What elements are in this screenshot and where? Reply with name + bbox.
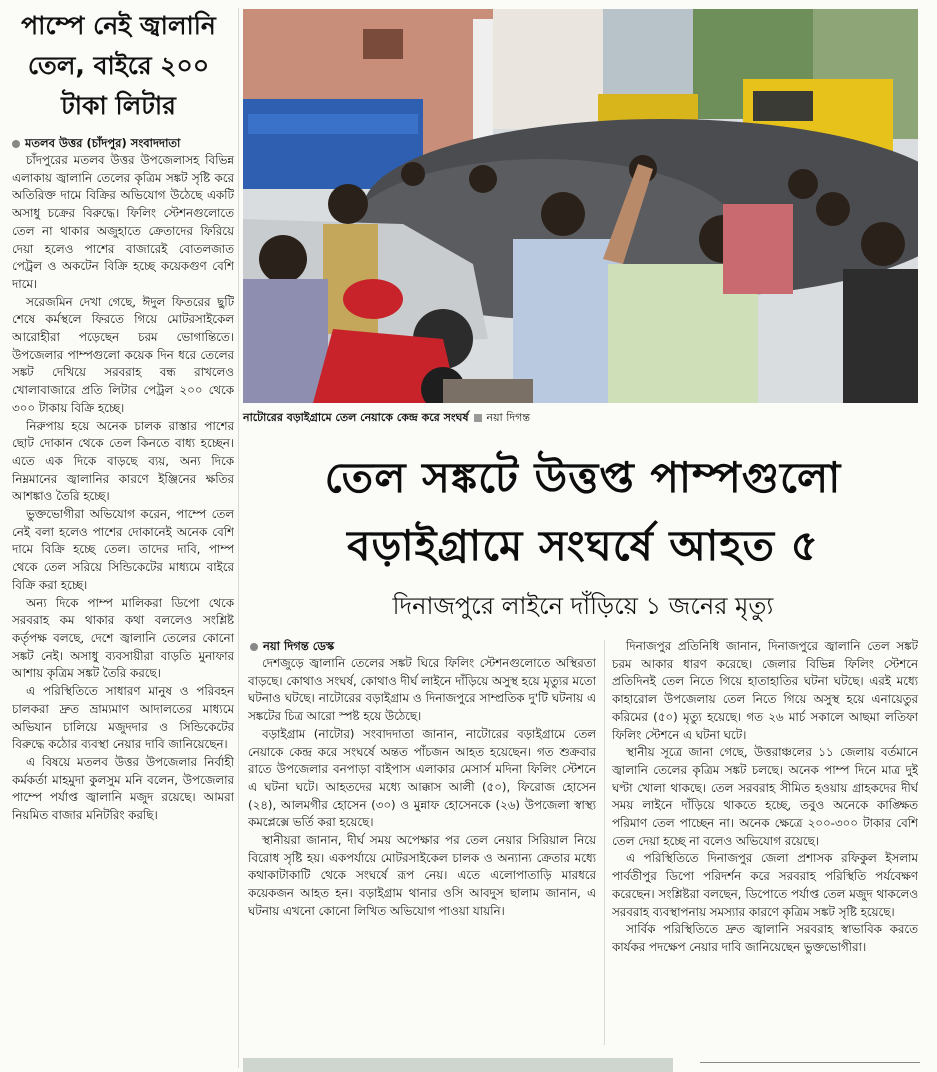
left-paragraph: অন্য দিকে পাম্প মালিকরা ডিপো থেকে সরবরাহ কম থাকার কথা বললেও সংশ্লিষ্ট কর্তৃপক্ষ বলছে, দেশে জ্বালানি তেলের কোনো সঙ্কট নেই। অসাধু ব্যবসায়ীরা বাড়তি মুনাফার আশায় কৃত্রিম সঙ্কট তৈরি করছে। — [12, 595, 234, 681]
column-divider — [238, 8, 239, 1068]
left-paragraph: এ বিষয়ে মতলব উত্তর উপজেলার নির্বাহী কর্মকর্তা মাহমুদা কুলসুম মনি বলেন, উপজেলার পাম্পে পর্যাপ্ত জ্বালানি মজুদ রয়েছে। আমরা নিয়মিত বাজার মনিটরিং করছি। — [12, 754, 234, 823]
left-paragraph: নিরুপায় হয়ে অনেক চালক রাস্তার পাশের ছোট দোকান থেকে তেল কিনতে বাধ্য হচ্ছেন। এতে এক দিকে বাড়ছে ব্যয়, অন্য দিকে নিম্নমানের জ্বালানির কারণে ইঞ্জিনের ক্ষতির আশঙ্কাও তৈরি হচ্ছে। — [12, 418, 234, 504]
next-story-rule — [700, 1062, 920, 1063]
crowd-photo-illustration — [243, 9, 918, 403]
left-paragraph: চাঁদপুরের মতলব উত্তর উপজেলাসহ বিভিন্ন এলাকায় জ্বালানি তেলের কৃত্রিম সঙ্কট সৃষ্টি করে অতিরিক্ত দামে বিক্রির অভিযোগ উঠেছে একটি অসাধু চক্রের বিরুদ্ধে। ফিলিং স্টেশনগুলোতে তেল না থাকার অজুহাতে ক্রেতাদের ফিরিয়ে দেয়া হলেও পাশের বাজারেই বোতলজাত পেট্রল ও অকটেন বিক্রি হচ্ছে কয়েকগুণ বেশি দামে। — [12, 153, 234, 291]
main-headline-line1: তেল সঙ্কটে উত্তপ্ত পাম্পগুলো — [324, 453, 842, 502]
main-story-column-1 — [248, 655, 596, 1047]
left-story-byline: মতলব উত্তর (চাঁদপুর) সংবাদদাতা — [25, 136, 181, 150]
next-photo-edge — [243, 1058, 673, 1072]
left-paragraph: সরেজমিন দেখা গেছে, ঈদুল ফিতরের ছুটি শেষে কর্মস্থলে ফিরতে গিয়ে মোটরসাইকেল আরোহীরা পড়েছেন চরম ভোগান্তিতে। উপজেলার পাম্পগুলো কয়েক দিন ধরে তেলের সঙ্কট দেখিয়ে সরবরাহ বন্ধ রাখলেও খোলাবাজারে প্রতি লিটার পেট্রল ২০০ থেকে ৩০০ টাকায় বিক্রি হচ্ছে। — [12, 294, 234, 415]
left-story-byline-wrap — [12, 135, 237, 151]
main-paragraph: স্থানীয়রা জানান, দীর্ঘ সময় অপেক্ষার পর তেল নেয়ার সিরিয়াল নিয়ে বিরোধ সৃষ্টি হয়। একপর্যায়ে মোটরসাইকেল চালক ও অন্যান্য ক্রেতার মধ্যে কথাকাটাকাটি থেকে সংঘর্ষে রূপ নেয়। এতে এলোপাতাড়ি মারধরে কয়েকজন আহত হন। বড়াইগ্রাম থানার ওসি আবদুস ছালাম জানান, এ ঘটনায় এখনো কোনো লিখিত অভিযোগ পাওয়া যায়নি। — [248, 833, 596, 918]
photo-credit: নয়া দিগন্ত — [486, 411, 530, 424]
main-paragraph: দেশজুড়ে জ্বালানি তেলের সঙ্কট ঘিরে ফিলিং স্টেশনগুলোতে অস্থিরতা বাড়ছে। কোথাও সংঘর্ষ, কোথাও দীর্ঘ লাইনে দাঁড়িয়ে অসুস্থ হয়ে মৃত্যুর মতো ঘটনাও ঘটছে। নাটোরের বড়াইগ্রাম ও দিনাজপুরে সাম্প্রতিক দু'টি ঘটনায় এ সঙ্কটের চিত্র আরো স্পষ্ট হয়ে উঠেছে। — [248, 656, 596, 724]
left-story-headline: পাম্পে নেই জ্বালানি তেল, বাইরে ২০০ টাকা লিটার — [21, 11, 216, 120]
bullet-icon — [12, 140, 20, 148]
photo-caption-wrap — [243, 410, 530, 426]
column-divider — [604, 640, 605, 1045]
photo-caption: নাটোরের বড়াইগ্রামে তেল নেয়াকে কেন্দ্র করে সংঘর্ষ — [243, 411, 469, 424]
main-story-column-2 — [612, 638, 918, 1048]
main-paragraph: সার্বিক পরিস্থিতিতে দ্রুত জ্বালানি সরবরাহ স্বাভাবিক করতে কার্যকর পদক্ষেপ নেয়ার দাবি জানিয়েছেন ভুক্তভোগীরা। — [612, 922, 918, 954]
main-story-byline: নয়া দিগন্ত ডেস্ক — [263, 639, 335, 653]
bullet-icon — [250, 643, 258, 651]
main-paragraph: বড়াইগ্রাম (নাটোর) সংবাদদাতা জানান, নাটোরের বড়াইগ্রামে তেল নেয়াকে কেন্দ্র করে সংঘর্ষে অন্তত পাঁচজন আহত হয়েছেন। গত শুক্রবার রাতে উপজেলার বনপাড়া বাইপাস এলাকার মেসার্স মদিনা ফিলিং স্টেশনে এ ঘটনা ঘটে। আহতদের মধ্যে আক্কাস আলী (৫০), ফিরোজ হোসেন (২৪), আলমগীর হোসেন (৩০) ও মুন্নাফ হোসেনকে (২৬) উপজেলা স্বাস্থ্য কমপ্লেক্সে ভর্তি করা হয়েছে। — [248, 726, 596, 830]
main-paragraph: এ পরিস্থিতিতে দিনাজপুর জেলা প্রশাসক রফিকুল ইসলাম পার্বতীপুর ডিপো পরিদর্শন করে সরবরাহ পরিস্থিতি পর্যবেক্ষণ করেছেন। সংশ্লিষ্টরা বলছেন, ডিপোতে পর্যাপ্ত তেল মজুদ থাকলেও সরবরাহ ব্যবস্থাপনায় সমস্যার কারণে কৃত্রিম সঙ্কট সৃষ্টি হয়েছে। — [612, 851, 918, 919]
main-story-byline-wrap — [250, 638, 334, 654]
left-paragraph: এ পরিস্থিতিতে সাধারণ মানুষ ও পরিবহন চালকরা দ্রুত ভ্রাম্যমাণ আদালতের মাধ্যমে অভিযান চালিয়ে মজুদদার ও সিন্ডিকেটের বিরুদ্ধে কঠোর ব্যবস্থা নেয়ার দাবি জানিয়েছেন। — [12, 684, 234, 752]
caption-separator-icon — [474, 414, 482, 422]
main-paragraph: স্থানীয় সূত্রে জানা গেছে, উত্তরাঞ্চলের ১১ জেলায় বর্তমানে জ্বালানি তেলের কৃত্রিম সঙ্কট চলছে। অনেক পাম্প দিনে মাত্র দুই ঘণ্টা খোলা থাকছে। তেল সরবরাহ সীমিত হওয়ায় গ্রাহকদের দীর্ঘ সময় লাইনে দাঁড়িয়ে থাকতে হচ্ছে, তবুও অনেকে কাঙ্ক্ষিত পরিমাণ তেল পাচ্ছেন না। অনেক ক্ষেত্রে ২০০-৩০০ টাকার বেশি তেল দেয়া হচ্ছে না বলেও অভিযোগ রয়েছে। — [612, 745, 918, 848]
main-subheadline: দিনাজপুরে লাইনে দাঁড়িয়ে ১ জনের মৃত্যু — [392, 592, 774, 620]
left-story-body — [12, 152, 234, 1067]
news-photo — [243, 9, 918, 403]
main-headline-line2: বড়াইগ্রামে সংঘর্ষে আহত ৫ — [347, 521, 819, 570]
left-paragraph: ভুক্তভোগীরা অভিযোগ করেন, পাম্পে তেল নেই বলা হলেও পাশের দোকানেই অনেক বেশি দামে বিক্রি হচ্ছে তেল। তাদের দাবি, পাম্প থেকে তেল সরিয়ে সিন্ডিকেটের মাধ্যমে বাইরে বিক্রি করা হচ্ছে। — [12, 507, 234, 592]
main-paragraph: দিনাজপুর প্রতিনিধি জানান, দিনাজপুরে জ্বালানি তেল সঙ্কট চরম আকার ধারণ করেছে। জেলার বিভিন্ন ফিলিং স্টেশনে প্রতিদিনই তেল নিতে গিয়ে হাতাহাতির ঘটনা ঘটছে। এরই মধ্যে কাহারোল উপজেলায় তেল নিতে গিয়ে অসুস্থ হয়ে এনায়েতুর করিমের (৫০) মৃত্যু হয়েছে। গত ২৬ মার্চ সকালে আছমা লতিফা ফিলিং স্টেশনে এ ঘটনা ঘটে। — [612, 639, 918, 742]
